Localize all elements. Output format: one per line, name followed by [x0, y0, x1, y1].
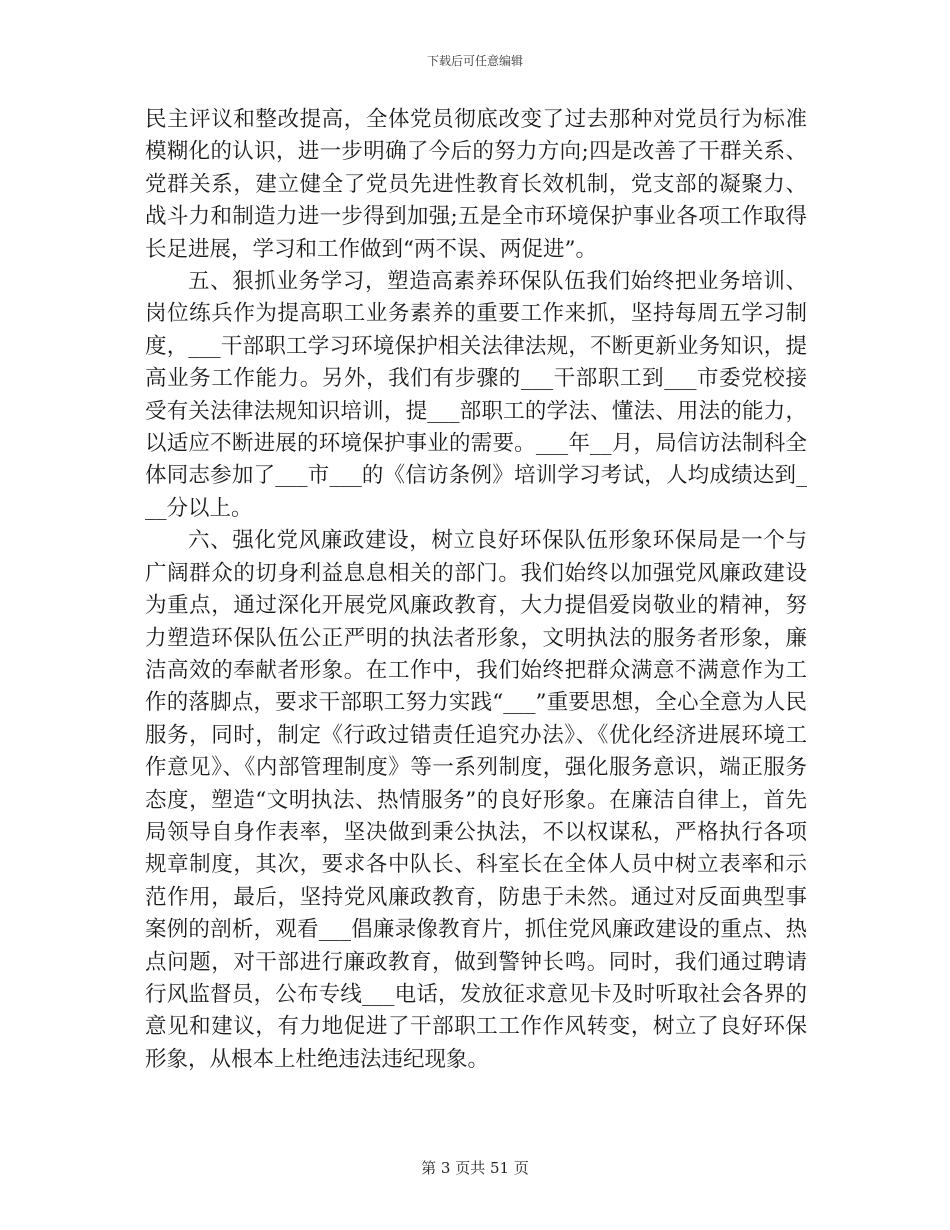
document-body	[145, 104, 807, 1076]
paragraph-2: 五、狠抓业务学习，塑造高素养环保队伍我们始终把业务培训、岗位练兵作为提高职工业务素养的重要工作来抓，坚持每周五学习制度，___干部职工学习环境保护相关法律法规，不断更新业务知识，提高业务工作能力。另外，我们有步骤的___干部职工到___市委党校接受有关法律法规知识培训，提___部职工的学法、懂法、用法的能力，以适应不断进展的环境保护事业的需要。___年__月，局信访法制科全体同志参加了___市___的《信访条例》培训学习考试，人均成绩达到___分以上。	[145, 269, 807, 521]
page-number: 第 3 页共 51 页	[421, 1159, 529, 1177]
paragraph-1: 民主评议和整改提高，全体党员彻底改变了过去那种对党员行为标准模糊化的认识，进一步明确了今后的努力方向;四是改善了干群关系、党群关系，建立健全了党员先进性教育长效机制，党支部的凝聚力、战斗力和制造力进一步得到加强;五是全市环境保护事业各项工作取得长足进展，学习和工作做到“两不误、两促进”。	[145, 107, 807, 262]
header-note: 下载后可任意编辑	[426, 54, 523, 68]
paragraph-3: 六、强化党风廉政建设，树立良好环保队伍形象环保局是一个与广阔群众的切身利益息息相关的部门。我们始终以加强党风廉政建设为重点，通过深化开展党风廉政教育，大力提倡爱岗敬业的精神，努力塑造环保队伍公正严明的执法者形象，文明执法的服务者形象，廉洁高效的奉献者形象。在工作中，我们始终把群众满意不满意作为工作的落脚点，要求干部职工努力实践“___”重要思想，全心全意为人民服务，同时，制定《行政过错责任追究办法》、《优化经济进展环境工作意见》、《内部管理制度》等一系列制度，强化服务意识，端正服务态度，塑造“文明执法、热情服务”的良好形象。在廉洁自律上，首先局领导自身作表率，坚决做到秉公执法，不以权谋私，严格执行各项规章制度，其次，要求各中队长、科室长在全体人员中树立表率和示范作用，最后，坚持党风廉政教育，防患于未然。通过对反面典型事案例的剖析，观看___倡廉录像教育片，抓住党风廉政建设的重点、热点问题，对干部进行廉政教育，做到警钟长鸣。同时，我们通过聘请行风监督员，公布专线___电话，发放征求意见卡及时听取社会各界的意见和建议，有力地促进了干部职工工作作风转变，树立了良好环保形象，从根本上杜绝违法违纪现象。	[145, 528, 807, 1072]
